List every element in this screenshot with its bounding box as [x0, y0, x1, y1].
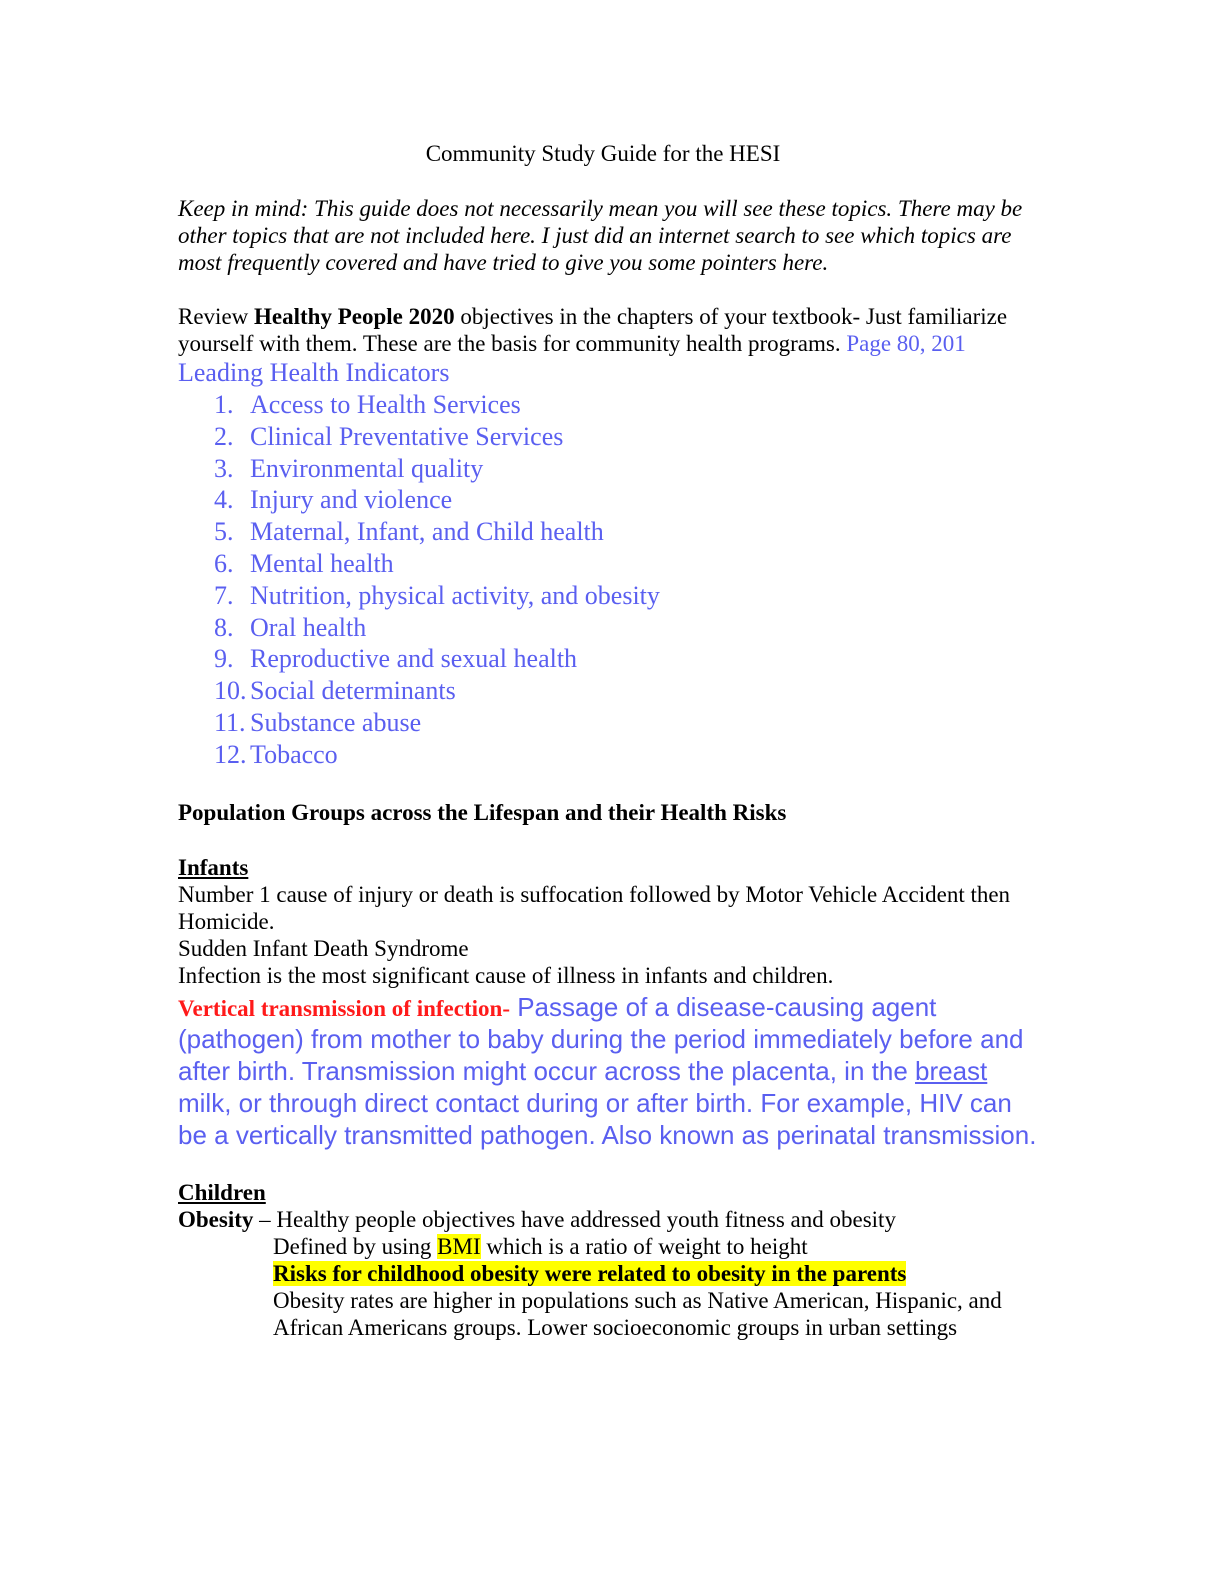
infants-infection-line: Infection is the most significant cause of illness in infants and children. [178, 962, 834, 988]
list-number: 7. [214, 580, 234, 610]
document-page [178, 140, 1038, 1341]
list-item [214, 580, 1038, 612]
list-item [214, 739, 1038, 771]
list-label: Reproductive and sexual health [250, 644, 578, 674]
document-title: Community Study Guide for the HESI [425, 141, 781, 166]
bmi-suffix: which is a ratio of weight to height [480, 1233, 808, 1259]
list-number: 5. [214, 517, 234, 547]
list-item [214, 707, 1038, 739]
vertical-transmission-text: Passage of a disease-causing agent (pathogen) from mother to baby during the period immediately before and after birth. Transmission might occur across the placenta, in the [178, 991, 1024, 1086]
list-item [214, 453, 1038, 485]
list-item [214, 516, 1038, 548]
population-heading: Population Groups across the Lifespan and their Health Risks [178, 799, 787, 825]
bmi-line [178, 1233, 1038, 1260]
list-item [214, 643, 1038, 675]
list-number: 10. [214, 676, 247, 706]
infants-sids-line: Sudden Infant Death Syndrome [178, 935, 469, 961]
list-number: 11. [214, 707, 246, 737]
list-label: Oral health [250, 612, 367, 642]
list-label: Environmental quality [250, 453, 484, 483]
list-item [214, 612, 1038, 644]
list-number: 1. [214, 390, 234, 419]
list-item [214, 421, 1038, 453]
review-paragraph [178, 303, 1038, 357]
bmi-highlight: BMI [437, 1233, 481, 1259]
list-number: 2. [214, 421, 234, 451]
list-number: 12. [214, 739, 247, 769]
list-item [214, 389, 1038, 421]
list-number: 3. [214, 453, 234, 483]
list-label: Injury and violence [250, 485, 453, 515]
breast-link[interactable]: breast [915, 1055, 988, 1086]
infants-heading: Infants [178, 854, 249, 880]
intro-note: Keep in mind: This guide does not necessarily mean you will see these topics. There may be other topics that are not included here. I just did an internet search to see which topics are most frequently covered and have tried to give you some pointers here. [178, 196, 1023, 275]
review-prefix: Review [178, 304, 255, 329]
obesity-label: Obesity [178, 1206, 254, 1232]
list-label: Mental health [250, 548, 394, 578]
obesity-text: – Healthy people objectives have addressed youth fitness and obesity [253, 1206, 896, 1232]
list-number: 8. [214, 612, 234, 642]
list-label: Maternal, Infant, and Child health [250, 517, 604, 547]
vertical-transmission-label: Vertical transmission of infection- [178, 995, 510, 1021]
list-number: 4. [214, 485, 234, 515]
page-reference: Page 80, 201 [846, 331, 966, 356]
rates-line: Obesity rates are higher in populations such as Native American, Hispanic, and African Americans groups. Lower socioeconomic groups in urban settings [273, 1287, 1002, 1340]
risk-line [178, 1260, 1038, 1287]
infants-injury-line: Number 1 cause of injury or death is suffocation followed by Motor Vehicle Accident then Homicide. [178, 881, 1011, 934]
bmi-prefix: Defined by using [273, 1233, 438, 1259]
obesity-line [178, 1206, 1038, 1233]
list-label: Social determinants [250, 676, 456, 706]
spacer [178, 1151, 1038, 1179]
healthy-people-label: Healthy People 2020 [254, 304, 455, 329]
list-item [214, 484, 1038, 516]
vertical-transmission-text-end: milk, or through direct contact during or after birth. For example, HIV can be a vertically transmitted pathogen. Also known as perinatal transmission. [178, 1087, 1037, 1150]
list-label: Access to Health Services [250, 390, 521, 419]
list-number: 6. [214, 548, 234, 578]
list-label: Nutrition, physical activity, and obesity [250, 580, 660, 610]
leading-indicators-heading: Leading Health Indicators [178, 358, 450, 387]
list-number: 9. [214, 644, 234, 674]
list-label: Clinical Preventative Services [250, 421, 564, 451]
list-label: Tobacco [250, 739, 338, 769]
leading-indicators-list [178, 389, 1038, 771]
review-text: objectives in the chapters of your textbook- Just familiarize yourself with them. These are the basis for community health programs. [178, 304, 1008, 356]
list-label: Substance abuse [250, 707, 422, 737]
list-item [214, 548, 1038, 580]
risk-highlight: Risks for childhood obesity were related to obesity in the parents [273, 1260, 907, 1286]
vertical-transmission-paragraph [178, 991, 1038, 1151]
list-item [214, 675, 1038, 707]
children-heading: Children [178, 1179, 266, 1205]
